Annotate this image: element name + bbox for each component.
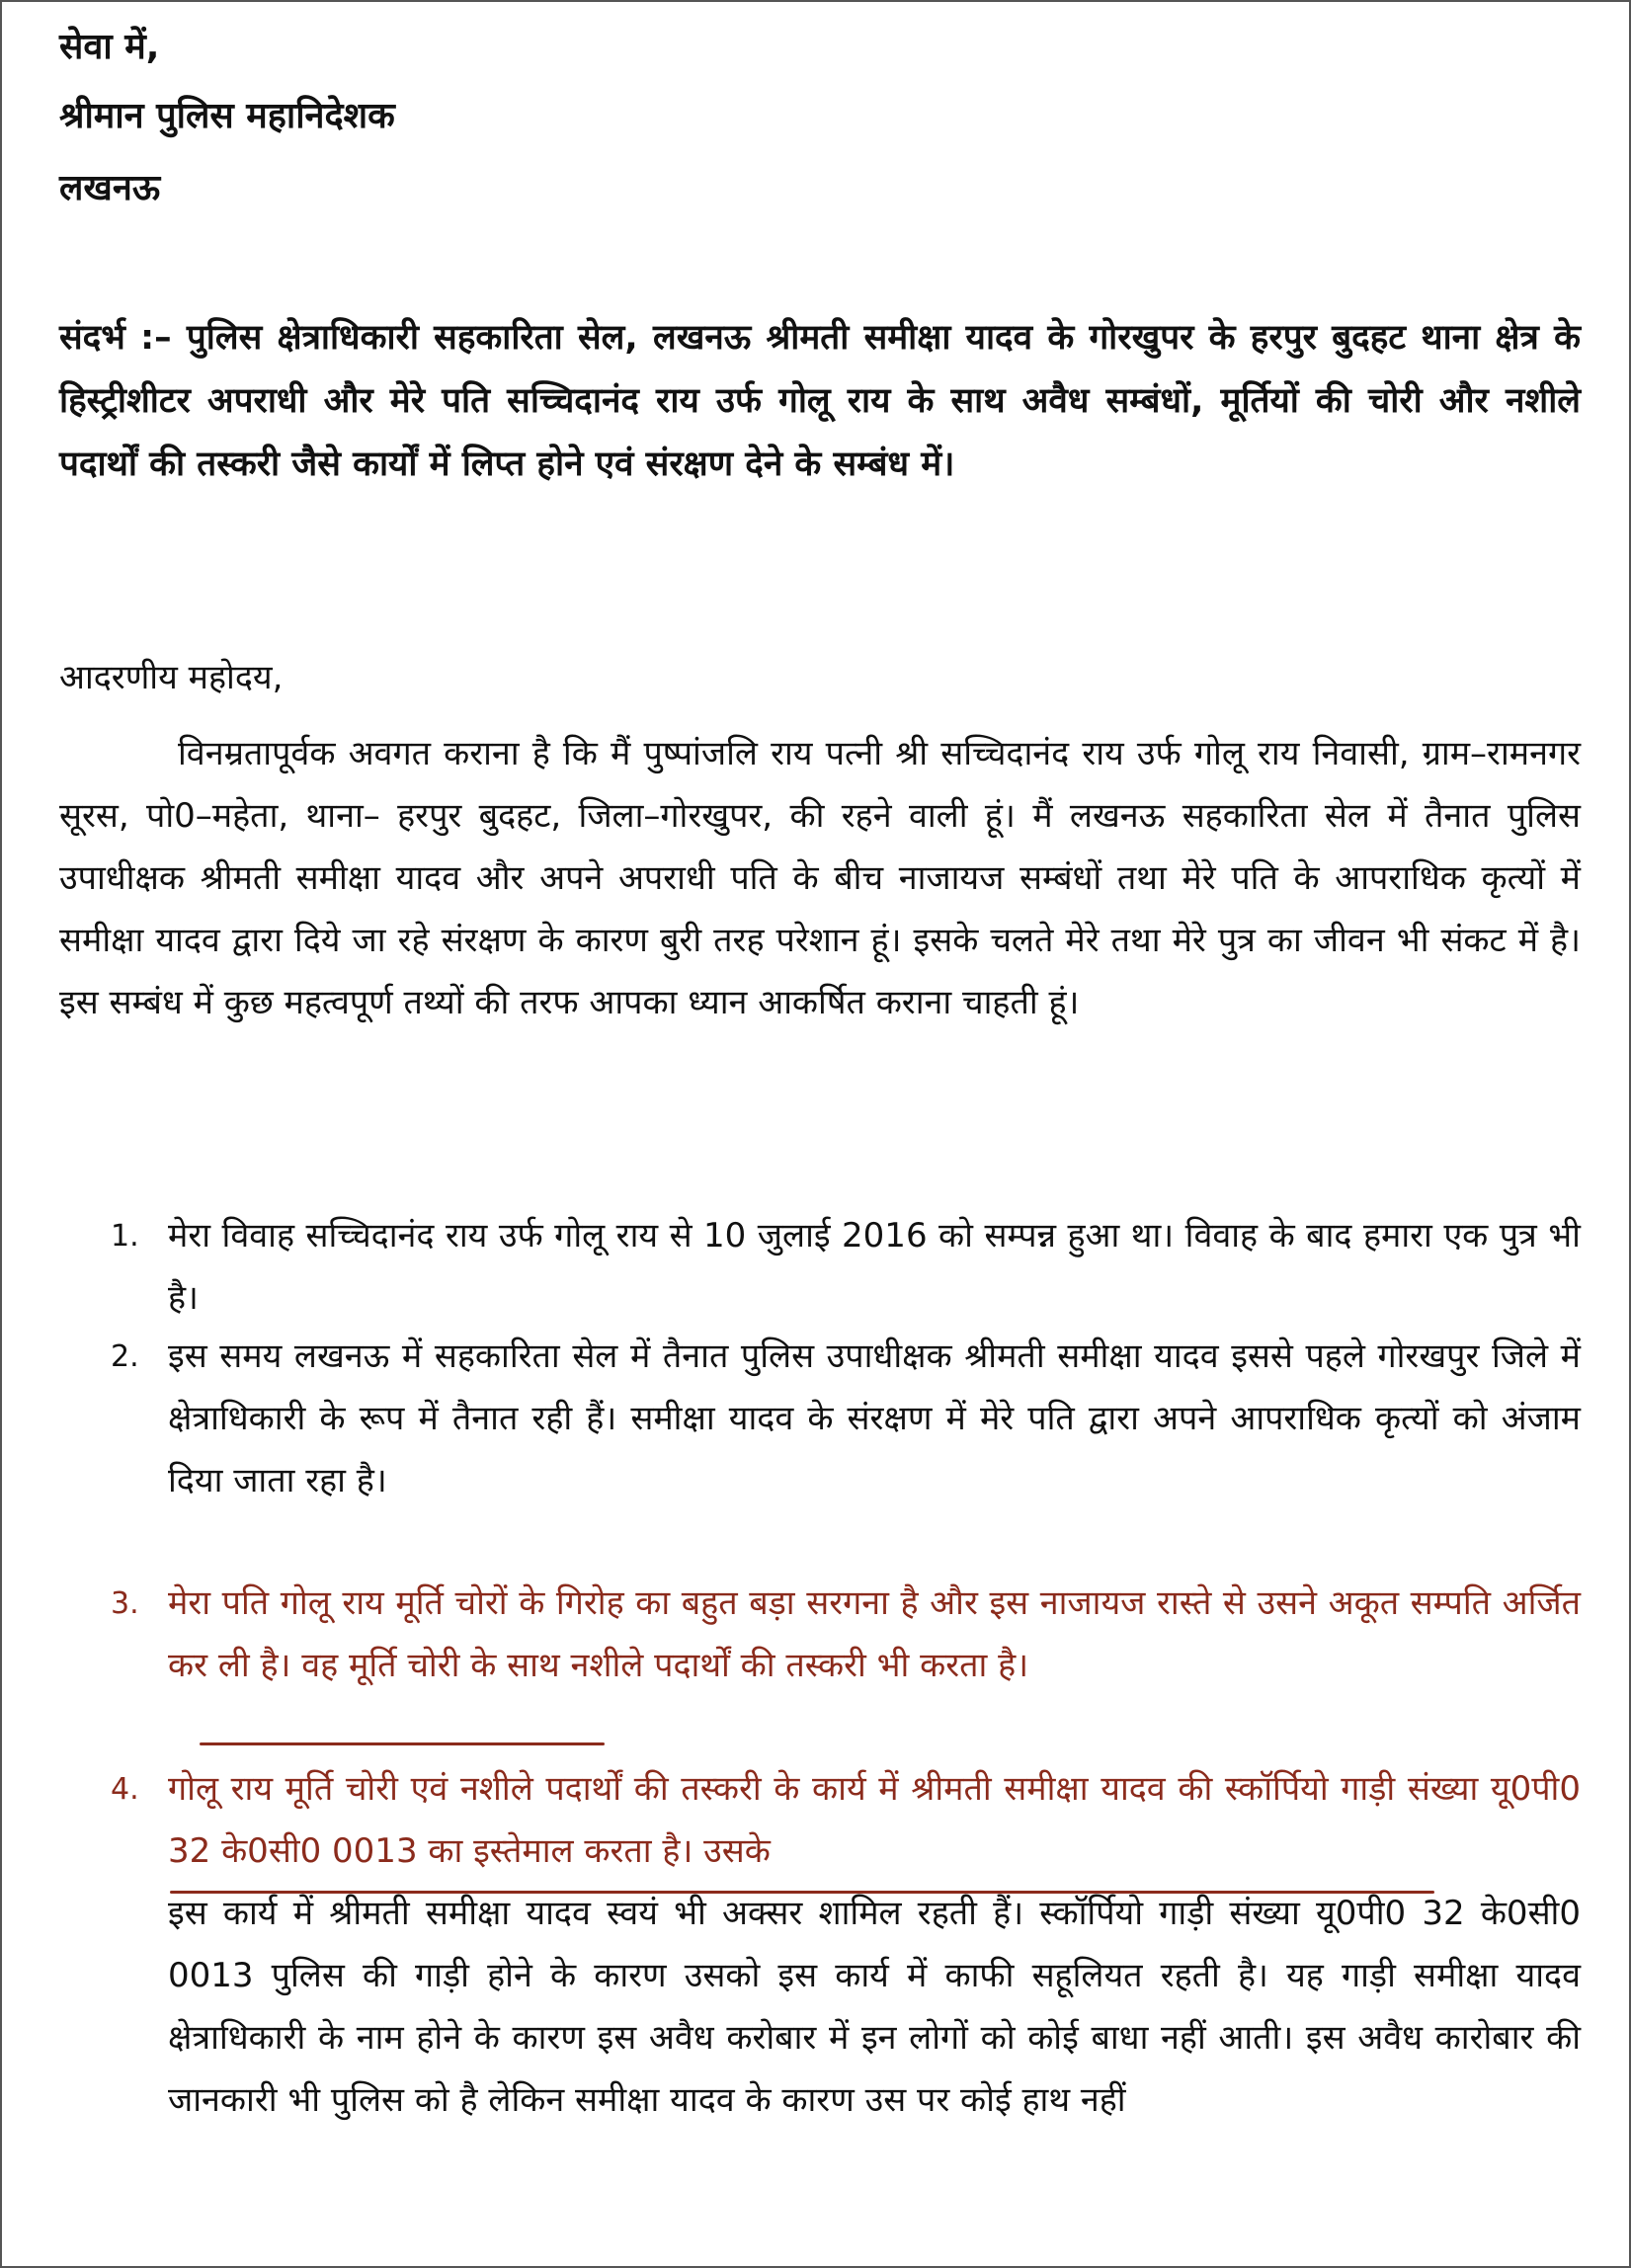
point-number: 4. (111, 1772, 139, 1807)
point-number: 2. (111, 1339, 139, 1374)
point-text: इस समय लखनऊ में सहकारिता सेल में तैनात पुलिस उपाधीक्षक श्रीमती समीक्षा यादव इससे पहले गोरखपुर जिले में क्षेत्राधिकारी के रूप में तैनात रही हैं। समीक्षा यादव के संरक्षण में मेरे पति द्वारा अपने आपराधिक कृत्यों को अंजाम दिया जाता रहा है। (168, 1336, 1581, 1500)
point-text: मेरा विवाह सच्चिदानंद राय उर्फ गोलू राय से 10 जुलाई 2016 को सम्पन्न हुआ था। विवाह के बाद हमारा एक पुत्र भी है। (168, 1216, 1581, 1318)
point-number: 3. (111, 1586, 139, 1621)
subject-paragraph: संदर्भ :– पुलिस क्षेत्राधिकारी सहकारिता सेल, लखनऊ श्रीमती समीक्षा यादव के गोरखुपर के हरपुर बुदहट थाना क्षेत्र के हिस्ट्रीशीटर अपराधी और मेरे पति सच्चिदानंद राय उर्फ गोलू राय के साथ अवैध सम्बंधों, मूर्तियों की चोरी और नशीले पदार्थों की तस्करी जैसे कार्यों में लिप्त होने एवं संरक्षण देने के सम्बंध में। (59, 318, 1581, 484)
point-number: 1. (111, 1219, 139, 1254)
handwritten-underline (200, 1742, 605, 1745)
address-line-3: लखनऊ (59, 168, 161, 208)
salutation: आदरणीय महोदय, (59, 658, 284, 697)
point-text-continued: इस कार्य में श्रीमती समीक्षा यादव स्वयं भी अक्सर शामिल रहती हैं। स्कॉर्पियो गाड़ी संख्या यू0पी0 32 के0सी0 0013 पुलिस की गाड़ी होने के कारण उसको इस कार्य में काफी सहूलियत रहती है। यह गाड़ी समीक्षा यादव क्षेत्राधिकारी के नाम होने के कारण इस अवैध करोबार में इन लोगों को कोई बाधा नहीं आती। इस अवैध कारोबार की जानकारी भी पुलिस को है लेकिन समीक्षा यादव के कारण उस पर कोई हाथ नहीं (168, 1894, 1581, 2120)
point-text-highlighted: गोलू राय मूर्ति चोरी एवं नशीले पदार्थों की तस्करी के कार्य में श्रीमती समीक्षा यादव की स्कॉर्पियो गाड़ी संख्या यू0पी0 32 के0सी0 0013 का इस्तेमाल करता है। उसके (168, 1769, 1581, 1871)
address-line-2: श्रीमान पुलिस महानिदेशक (59, 96, 395, 136)
intro-paragraph: विनम्रतापूर्वक अवगत कराना है कि मैं पुष्पांजलि राय पत्नी श्री सच्चिदानंद राय उर्फ गोलू राय निवासी, ग्राम–रामनगर सूरस, पो0–महेता, थाना– हरपुर बुदहट, जिला–गोरखुपर, की रहने वाली हूं। मैं लखनऊ सहकारिता सेल में तैनात पुलिस उपाधीक्षक श्रीमती समीक्षा यादव और अपने अपराधी पति के बीच नाजायज सम्बंधों तथा मेरे पति के आपराधिक कृत्यों में समीक्षा यादव द्वारा दिये जा रहे संरक्षण के कारण बुरी तरह परेशान हूं। इसके चलते मेरे तथा मेरे पुत्र का जीवन भी संकट में है। इस सम्बंध में कुछ महत्वपूर्ण तथ्यों की तरफ आपका ध्यान आकर्षित कराना चाहती हूं। (59, 734, 1581, 1022)
point-text-highlighted: मेरा पति गोलू राय मूर्ति चोरों के गिरोह का बहुत बड़ा सरगना है और इस नाजायज रास्ते से उसने अकूत सम्पति अर्जित कर ली है। वह मूर्ति चोरी के साथ नशीले पदार्थों की तस्करी भी करता है। (168, 1583, 1581, 1685)
address-line-1: सेवा में, (59, 27, 160, 67)
